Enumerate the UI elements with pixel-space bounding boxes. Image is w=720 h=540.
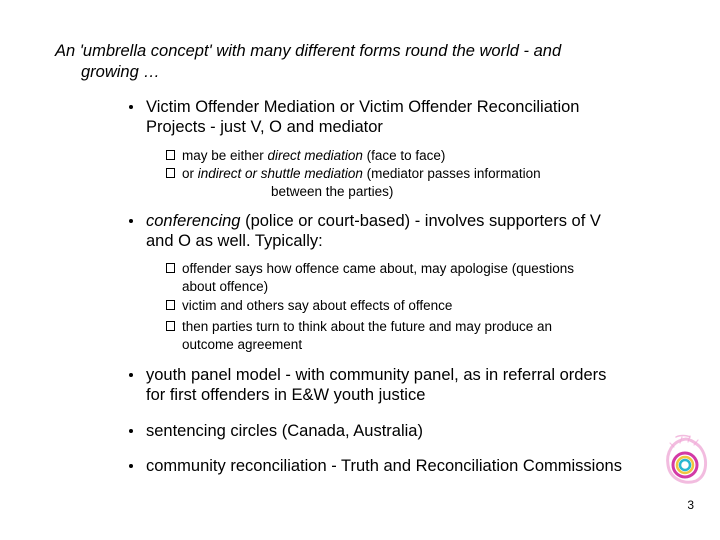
sub-emphasis: direct mediation <box>267 148 363 163</box>
sub-item-indirect-mediation <box>182 165 541 201</box>
checkbox-bullet-icon <box>166 150 175 160</box>
bullet-line-1: community reconciliation - Truth and Reconciliation Commissions <box>146 457 622 475</box>
bullet-dot <box>129 373 133 377</box>
page-number: 3 <box>687 498 694 512</box>
bullet-dot <box>129 464 133 468</box>
bullet-youth-panel <box>146 365 606 405</box>
sub-text: may be either <box>182 148 268 163</box>
bullet-line-2: Projects - just V, O and mediator <box>146 118 383 136</box>
bullet-line-1: youth panel model - with community panel, as in referral orders <box>146 366 607 384</box>
sub-line-2: about offence) <box>182 279 269 294</box>
bullet-dot <box>129 219 133 223</box>
bullet-dot <box>129 105 133 109</box>
sub-text: then parties turn to think about the future and may produce an <box>182 319 552 334</box>
bullet-line-2: for first offenders in E&W youth justice <box>146 386 426 404</box>
sub-text: offender says how offence came about, may apologise (questions <box>182 261 574 276</box>
intro-line-2: growing … <box>81 63 160 81</box>
sub-text: or <box>182 166 198 181</box>
checkbox-bullet-icon <box>166 321 175 331</box>
sub-item-parties-future <box>182 318 552 354</box>
bullet-sentencing-circles <box>146 421 423 441</box>
bullet-line-2: and O as well. Typically: <box>146 232 323 250</box>
sub-text: (mediator passes information <box>362 166 541 181</box>
sub-item-offender-says <box>182 260 574 296</box>
sub-line-2: between the parties) <box>271 184 394 199</box>
sub-line-2: outcome agreement <box>182 337 303 352</box>
checkbox-bullet-icon <box>166 300 175 310</box>
sub-text: (face to face) <box>362 148 446 163</box>
bullet-line-1: (police or court-based) - involves supporters of V <box>240 212 601 230</box>
intro-text <box>55 41 561 83</box>
sub-text: victim and others say about effects of offence <box>182 298 453 313</box>
bullet-line-1: sentencing circles (Canada, Australia) <box>146 422 423 440</box>
checkbox-bullet-icon <box>166 168 175 178</box>
checkbox-bullet-icon <box>166 263 175 273</box>
bullet-emphasis: conferencing <box>146 212 241 230</box>
sub-emphasis: indirect or shuttle mediation <box>197 166 363 181</box>
bullet-community-reconciliation <box>146 456 622 476</box>
bullet-line-1: Victim Offender Mediation or Victim Offender Reconciliation <box>146 98 580 116</box>
swirl-logo-icon <box>662 433 710 489</box>
sub-item-victim-says <box>182 297 452 315</box>
bullet-victim-offender-mediation <box>146 97 580 137</box>
intro-line-1: An 'umbrella concept' with many different forms round the world - and <box>55 42 562 60</box>
bullet-conferencing <box>146 211 601 251</box>
sub-item-direct-mediation <box>182 147 445 165</box>
bullet-dot <box>129 429 133 433</box>
